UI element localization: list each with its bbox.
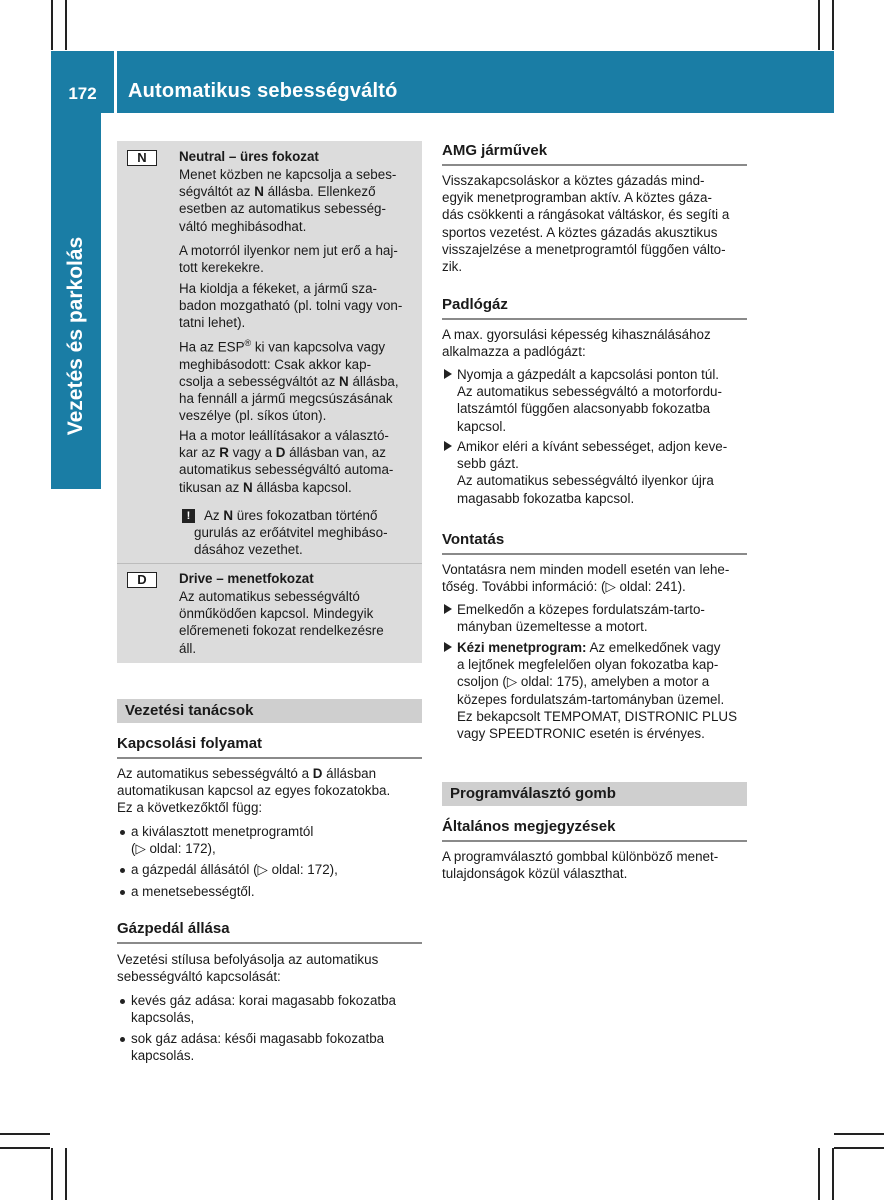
heading-general-notes: Általános megjegyzések (442, 818, 616, 835)
step-item: Emelkedőn a közepes fordulatszám-tarto- mányban üzemeltesse a motort. (457, 602, 705, 635)
gear-n-warning: Az N üres fokozatban történő (204, 508, 378, 523)
list-item: a gázpedál állásától (▷ oldal: 172), (131, 862, 338, 877)
towing-paragraph: Vontatásra nem minden modell esetén van lehe- tőség. További információ: (▷ oldal: 241). (442, 562, 730, 595)
heading-rule (442, 318, 747, 320)
gear-d-paragraph: Az automatikus sebességváltó önműködően kapcsol. Mindegyik előremeneti fokozat rendelkezésre áll. (179, 589, 384, 656)
section-bar-program-selector: Programválasztó gomb (442, 782, 747, 806)
heading-pedal-position: Gázpedál állása (117, 920, 230, 937)
heading-amg: AMG járművek (442, 142, 548, 159)
gear-n-paragraph-4: Ha az ESP® ki van kapcsolva vagy meghibásodott: Csak akkor kap- csolja a sebességváltót az N állásba, ha fennáll a jármű megcsúszásának veszélye (pl. síkos úton). (179, 338, 399, 424)
page-number: 172 (68, 84, 97, 103)
list-item: a kiválasztott menetprogramtól (▷ oldal: 172), (131, 824, 314, 857)
step-arrow-icon (444, 441, 452, 451)
crop-mark (834, 1147, 884, 1149)
bullet-icon (120, 890, 125, 895)
gear-n-title: Neutral – üres fokozat (179, 149, 319, 164)
list-item: a menetsebességtől. (131, 884, 255, 899)
table-divider (117, 563, 422, 564)
heading-rule (117, 942, 422, 944)
step-item: Kézi menetprogram: Az emelkedőnek vagy a lejtőnek megfelelően olyan fokozatba kap- csoljon (▷ oldal: 175), amelyben a motor a közepes fordulatszám-tartományban üzemel. Ez bekapcsolt TEMPOMAT, DISTRONIC PLUS vagy SPEEDTRONIC esetén is érvényes. (457, 640, 738, 742)
gear-n-warning-cont: gurulás az erőátvitel meghibáso- dásához vezethet. (194, 525, 388, 558)
crop-mark (832, 0, 834, 50)
pedal-paragraph: Vezetési stílusa befolyásolja az automatikus sebességváltó kapcsolását: (117, 952, 379, 985)
step-arrow-icon (444, 369, 452, 379)
crop-mark (834, 1133, 884, 1135)
crop-mark (65, 0, 67, 50)
crop-mark (65, 1148, 67, 1200)
heading-towing: Vontatás (442, 531, 505, 548)
gear-n-paragraph-2: A motorról ilyenkor nem jut erő a haj- tott kerekekre. (179, 243, 398, 276)
kickdown-paragraph: A max. gyorsulási képesség kihasználásához alkalmazza a padlógázt: (442, 327, 711, 360)
step-item: Amikor eléri a kívánt sebességet, adjon keve- sebb gázt. Az automatikus sebességváltó ilyenkor újra magasabb fokozatba kapcsol. (457, 439, 728, 506)
step-item: Nyomja a gázpedált a kapcsolási ponton túl. Az automatikus sebességváltó a motorfordu- latszámtól függően alacsonyabb fokozatba kapcsol. (457, 367, 722, 434)
crop-mark (0, 1147, 50, 1149)
page-title: Automatikus sebességváltó (128, 80, 398, 102)
bullet-icon (120, 1037, 125, 1042)
gear-n-paragraph-1: Menet közben ne kapcsolja a sebes- ségváltót az N állásba. Ellenkező esetben az automatikus sebesség- váltó meghibásodhat. (179, 167, 397, 234)
bullet-icon (120, 830, 125, 835)
step-arrow-icon (444, 604, 452, 614)
shifting-paragraph: Az automatikus sebességváltó a D állásban automatikusan kapcsol az egyes fokozatokba. Ez a következőktől függ: (117, 766, 391, 816)
gear-d-symbol: D (127, 572, 157, 588)
crop-mark (51, 1148, 53, 1200)
heading-rule (442, 553, 747, 555)
general-notes-paragraph: A programválasztó gombbal különböző menet- tulajdonságok közül választhat. (442, 849, 719, 882)
bullet-icon (120, 999, 125, 1004)
heading-kickdown: Padlógáz (442, 296, 508, 313)
chapter-title: Vezetés és parkolás (64, 236, 87, 436)
crop-mark (818, 0, 820, 50)
gear-n-paragraph-3: Ha kioldja a fékeket, a jármű sza- badon mozgatható (pl. tolni vagy von- tatni lehet). (179, 281, 403, 331)
heading-rule (442, 840, 747, 842)
crop-mark (818, 1148, 820, 1200)
warning-icon: ! (182, 509, 195, 523)
amg-paragraph: Visszakapcsoláskor a köztes gázadás mind- egyik menetprogramban aktív. A köztes gáza- dás csökkenti a rángásokat váltáskor, és segíti a sportos vezetést. A köztes gázadás akusztikus visszajelzése a menetprogramtól függően válto- zik. (442, 173, 730, 275)
section-bar-driving-tips: Vezetési tanácsok (117, 699, 422, 723)
gear-d-title: Drive – menetfokozat (179, 571, 314, 586)
gear-n-paragraph-5: Ha a motor leállításakor a választó- kar az R vagy a D állásban van, az automatikus sebességváltó automa- tikusan az N állásba kapcsol. (179, 428, 394, 495)
list-item: sok gáz adása: késői magasabb fokozatba kapcsolás. (131, 1031, 385, 1064)
heading-shifting: Kapcsolási folyamat (117, 735, 263, 752)
list-item: kevés gáz adása: korai magasabb fokozatba kapcsolás, (131, 993, 397, 1026)
crop-mark (0, 1133, 50, 1135)
crop-mark (832, 1148, 834, 1200)
heading-rule (442, 164, 747, 166)
heading-rule (117, 757, 422, 759)
step-arrow-icon (444, 642, 452, 652)
crop-mark (51, 0, 53, 50)
gear-n-symbol: N (127, 150, 157, 166)
bullet-icon (120, 868, 125, 873)
